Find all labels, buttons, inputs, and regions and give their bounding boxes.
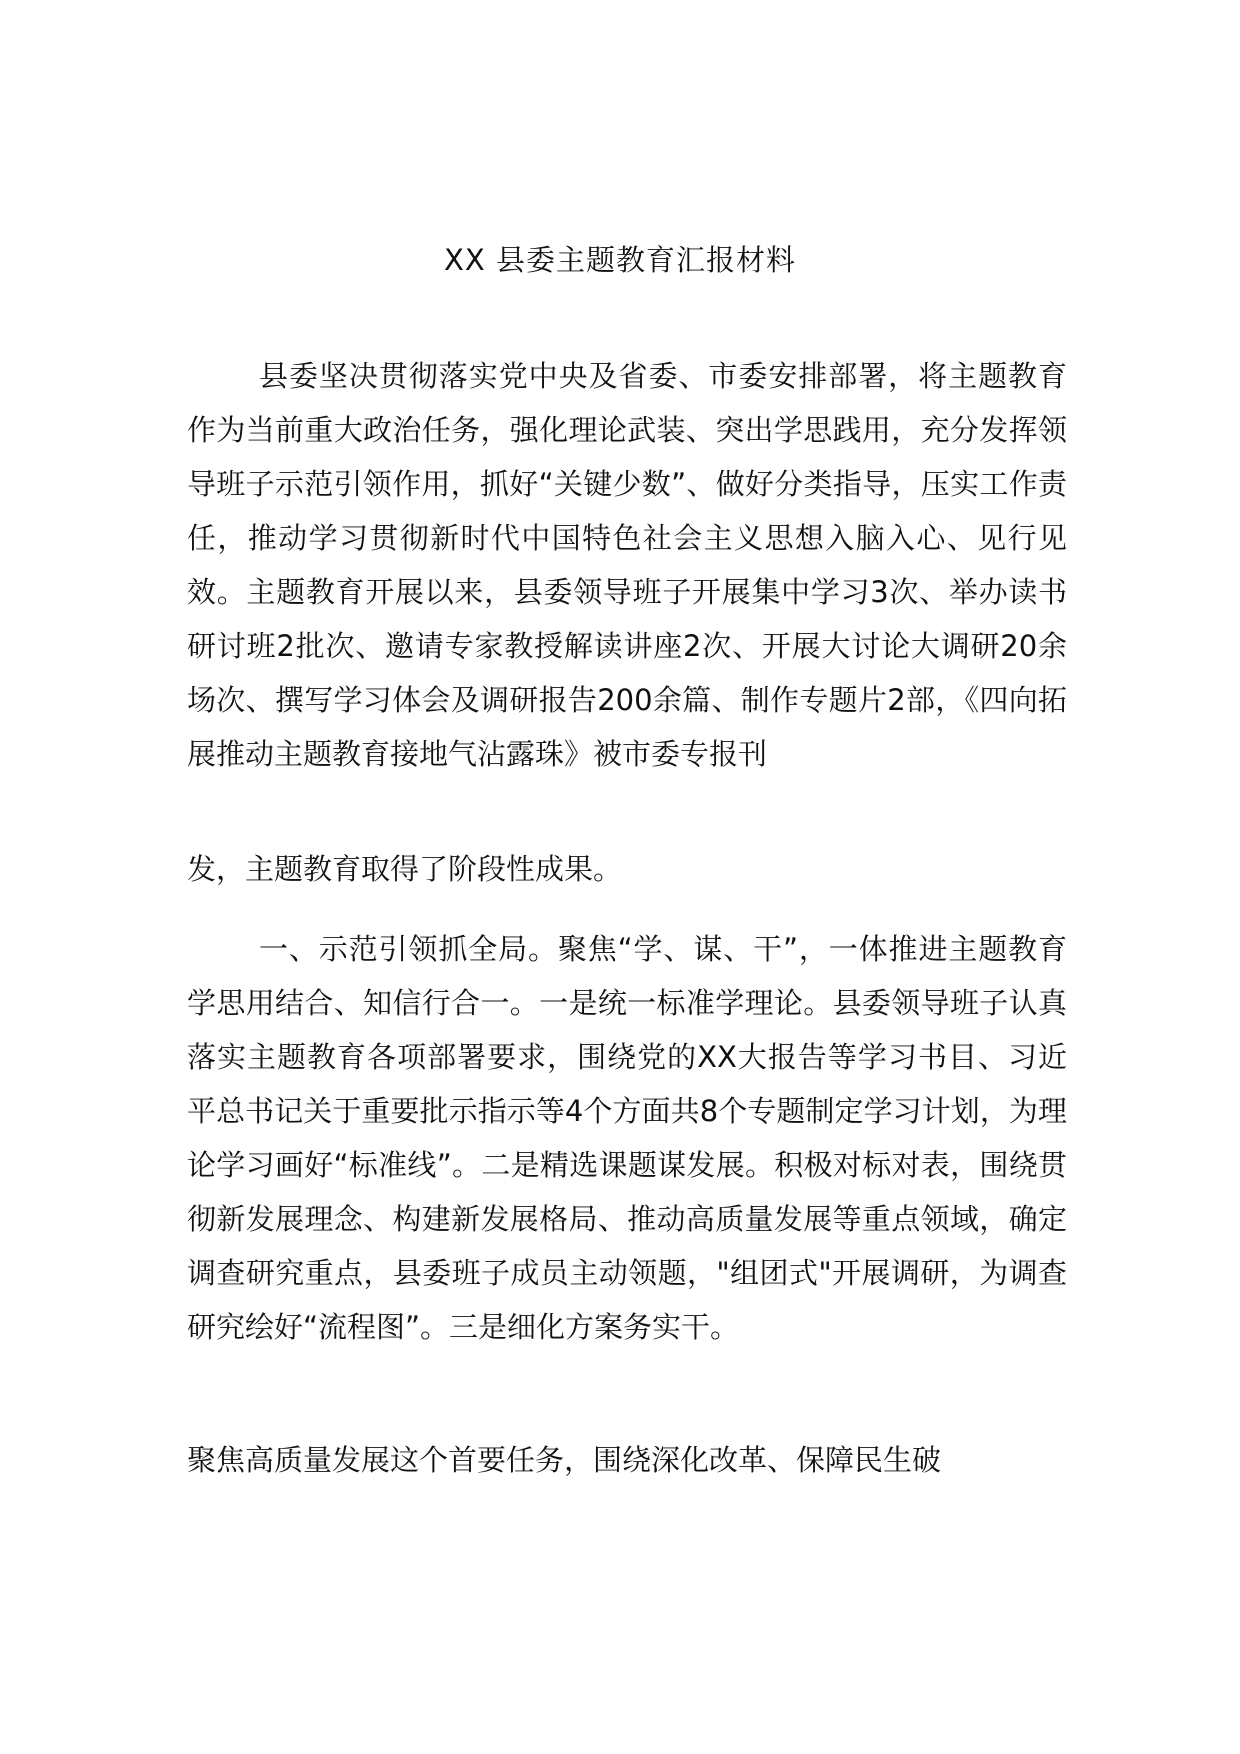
paragraph-section-one-continuation: 聚焦高质量发展这个首要任务，围绕深化改革、保障民生破 <box>187 1443 942 1477</box>
paragraph-section-one: 一、示范引领抓全局。聚焦“学、谋、干”，一体推进主题教育学思用结合、知信行合一。一是统一标准学理论。县委领导班子认真落实主题教育各项部署要求，围绕党的XX大报告等学习书目、习近平总书记关于重要批示指示等4个方面共8个专题制定学习计划，为理论学习画好“标准线”。二是精选课题谋发展。积极对标对表，围绕贯彻新发展理念、构建新发展格局、推动高质量发展等重点领域，确定调查研究重点，县委班子成员主动领题，"组团式"开展调研，为调查研究绘好“流程图”。三是细化方案务实干。 <box>187 932 1067 1344</box>
paragraph-intro: 县委坚决贯彻落实党中央及省委、市委安排部署，将主题教育作为当前重大政治任务，强化理论武装、突出学思践用，充分发挥领导班子示范引领作用，抓好“关键少数”、做好分类指导，压实工作责任，推动学习贯彻新时代中国特色社会主义思想入脑入心、见行见效。主题教育开展以来，县委领导班子开展集中学习3次、举办读书研讨班2批次、邀请专家教授解读讲座2次、开展大讨论大调研20余场次、撰写学习体会及调研报告200余篇、制作专题片2部，《四向拓展推动主题教育接地气沾露珠》被市委专报刊 <box>187 359 1067 771</box>
document-title: XX 县委主题教育汇报材料 <box>444 243 796 277</box>
paragraph-intro-continuation: 发，主题教育取得了阶段性成果。 <box>187 852 623 886</box>
